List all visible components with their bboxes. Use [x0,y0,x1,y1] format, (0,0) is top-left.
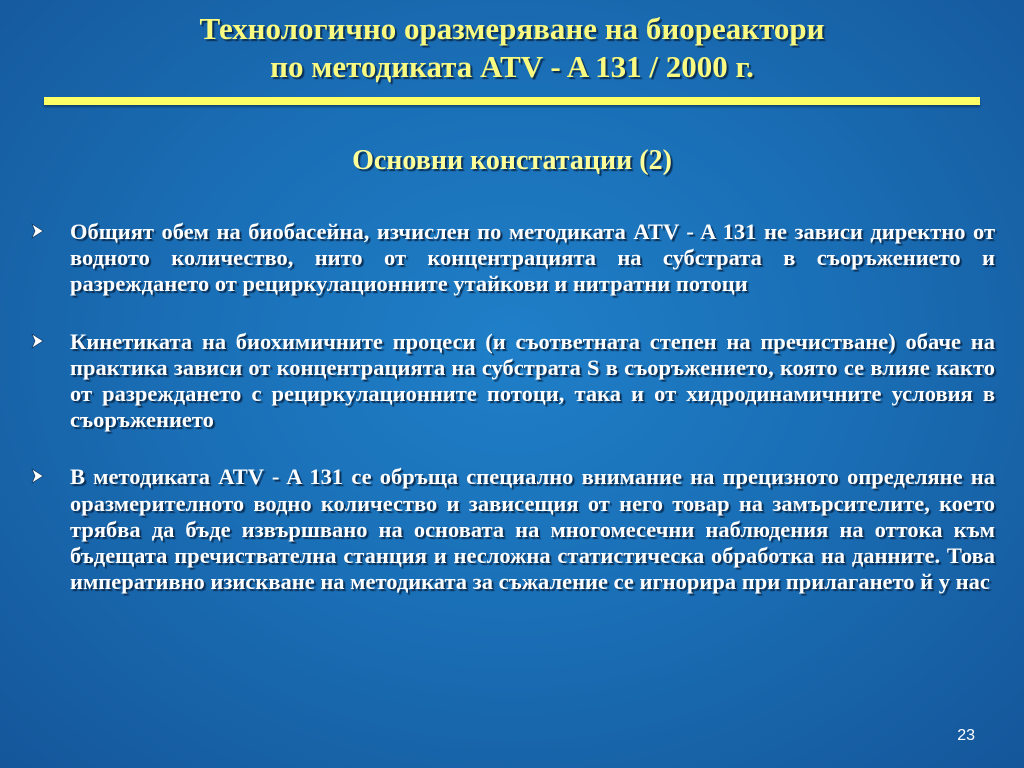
bullet-item [30,329,995,434]
arrow-bullet-icon [30,333,46,349]
title-divider [44,97,980,105]
bullet-text: В методиката ATV - A 131 се обръща специално внимание на прецизното определяне на оразмерителното водно количество и зависещия от него товар на замърсителите, което трябва да бъде извършвано на основата на многомесечни наблюдения на оттока към бъдещата пречиствателна станция и несложна статистическа обработка на данните. Това императивно изискване на методиката за съжаление се игнорира при прилагането й у нас [70,464,995,595]
bullet-item [30,464,995,595]
page-number: 23 [957,727,975,744]
bullet-text: Кинетиката на биохимичните процеси (и съответната степен на пречистване) обаче на практика зависи от концентрацията на субстрата S в съоръжението, която се влияе както от разреждането с рециркулационните потоци, така и от хидродинамичните условия в съоръжението [70,328,995,433]
bullet-text: Общият обем на биобасейна, изчислен по методиката ATV - A 131 не зависи директно от водното количество, нито от концентрацията на субстрата в съоръжението и разреждането от рециркулационните утайкови и нитратни потоци [70,219,995,297]
arrow-bullet-icon [30,223,46,239]
slide-title [0,10,1024,86]
bullet-item [30,219,995,298]
title-line-1: Технологично оразмеряване на биореактори [199,11,825,46]
title-line-2: по методиката ATV - A 131 / 2000 г. [270,49,754,84]
slide-subtitle: Основни констатации (2) [352,145,672,176]
arrow-bullet-icon [30,468,46,484]
bullet-list [30,219,995,626]
